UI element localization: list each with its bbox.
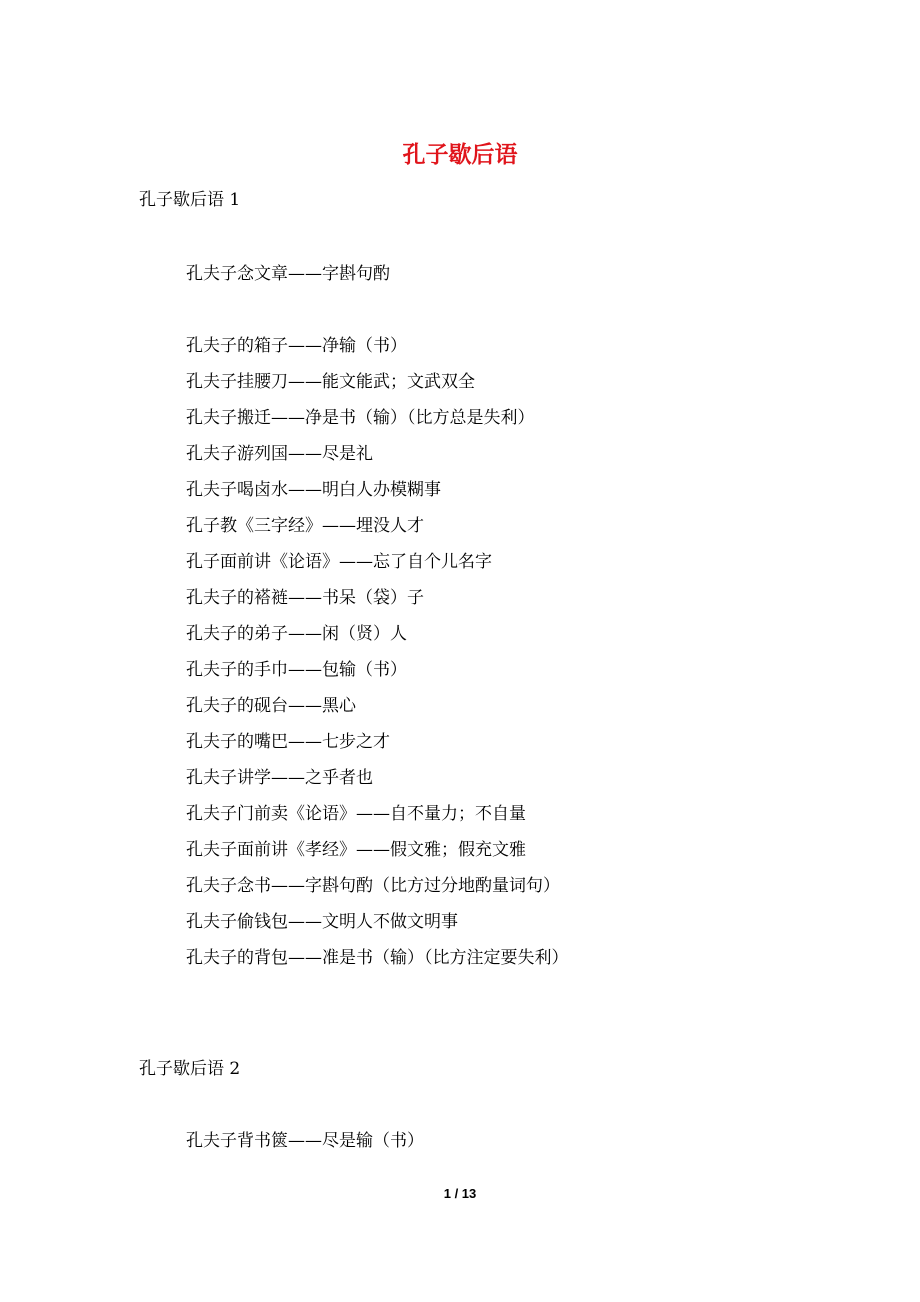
list-item: 孔夫子门前卖《论语》——自不量力；不自量 <box>186 804 526 824</box>
page-number: 1 / 13 <box>443 1186 477 1201</box>
list-item: 孔夫子偷钱包——文明人不做文明事 <box>186 912 458 932</box>
list-item: 孔夫子的箱子——净输（书） <box>186 336 407 356</box>
list-item: 孔夫子讲学——之乎者也 <box>186 768 373 788</box>
list-item: 孔夫子游列国——尽是礼 <box>186 444 373 464</box>
list-item: 孔夫子的嘴巴——七步之才 <box>186 732 390 752</box>
list-item: 孔夫子念书——字斟句酌（比方过分地酌量词句） <box>186 876 560 896</box>
list-item: 孔夫子的弟子——闲（贤）人 <box>186 624 407 644</box>
list-item: 孔子面前讲《论语》——忘了自个儿名字 <box>186 552 492 572</box>
page-title: 孔子歇后语 <box>402 142 518 168</box>
list-item: 孔夫子的手巾——包输（书） <box>186 660 407 680</box>
list-item: 孔夫子喝卤水——明白人办模糊事 <box>186 480 441 500</box>
list-item: 孔夫子背书篋——尽是输（书） <box>186 1131 424 1151</box>
list-item: 孔夫子面前讲《孝经》——假文雅；假充文雅 <box>186 840 526 860</box>
list-item: 孔夫子挂腰刀——能文能武；文武双全 <box>186 372 475 392</box>
section-heading-1: 孔子歇后语 1 <box>139 190 241 210</box>
section-heading-2: 孔子歇后语 2 <box>139 1059 241 1079</box>
list-item: 孔夫子搬迁——净是书（输）（比方总是失利） <box>186 408 535 428</box>
list-item: 孔夫子念文章——字斟句酌 <box>186 264 390 284</box>
list-item: 孔夫子的砚台——黑心 <box>186 696 356 716</box>
list-item: 孔夫子的褡裢——书呆（袋）子 <box>186 588 424 608</box>
list-item: 孔夫子的背包——准是书（输）（比方注定要失利） <box>186 948 569 968</box>
list-item: 孔子教《三字经》——埋没人才 <box>186 516 424 536</box>
